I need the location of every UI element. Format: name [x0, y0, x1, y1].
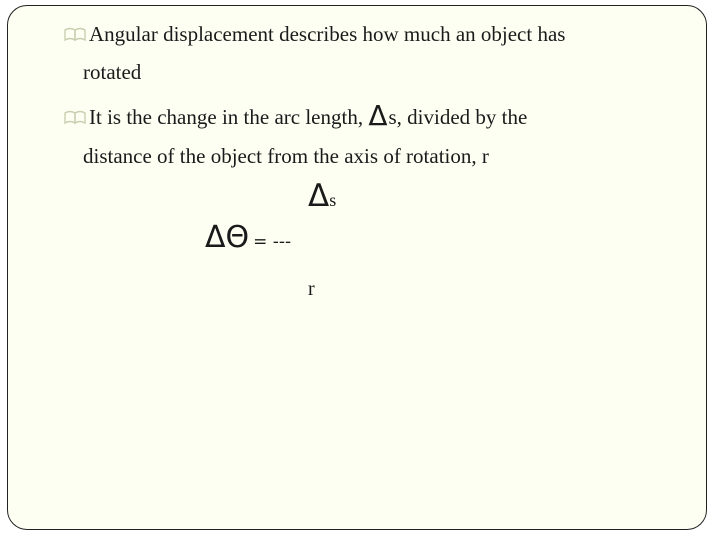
- formula-equals: = ---: [253, 232, 292, 252]
- formula-lhs: ΔΘ: [205, 220, 250, 255]
- numerator-variable: s: [329, 190, 337, 210]
- bullet-2-line-2: distance of the object from the axis of rotation, r: [83, 144, 489, 168]
- formula-lhs-row: [205, 220, 291, 255]
- bullet-2-text-after: s, divided by the: [388, 105, 528, 129]
- formula-denominator: r: [308, 278, 315, 300]
- numerator-delta: Δ: [308, 178, 330, 214]
- bullet-1-text: Angular displacement describes how much an object has: [89, 22, 566, 46]
- bullet-1-line-2: rotated: [83, 60, 142, 84]
- bullet-2-text-before: It is the change in the arc length,: [89, 105, 369, 129]
- delta-symbol: Δ: [368, 99, 388, 132]
- formula-numerator: [308, 178, 336, 214]
